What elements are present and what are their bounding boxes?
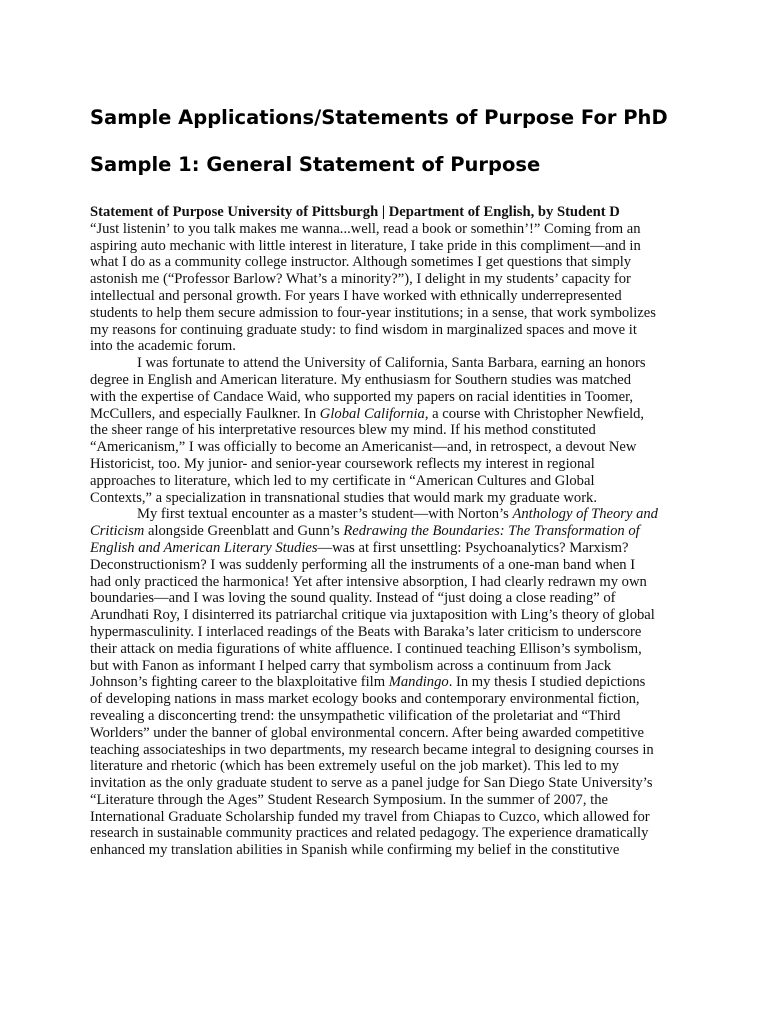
italic-title-text: Criticism <box>90 523 145 540</box>
text-run: —was at first unsettling: Psychoanalytics? Marxism? <box>317 539 629 556</box>
text-run: teaching associateships in two departments, my research became integral to designing courses in <box>90 741 654 758</box>
text-run: “Americanism,” I was officially to become an Americanist—and, in retrospect, a devout New <box>90 439 637 456</box>
text-line <box>90 557 690 574</box>
text-line <box>90 809 690 826</box>
text-line <box>90 540 690 557</box>
text-line <box>90 792 690 809</box>
text-run: . In my thesis I studied depictions <box>448 674 646 691</box>
text-run: research in sustainable community practices and related pedagogy. The experience dramatically <box>90 825 649 842</box>
text-run: intellectual and personal growth. For years I have worked with ethnically underrepresented <box>90 287 622 304</box>
text-run: degree in English and American literature. My enthusiasm for Southern studies was matched <box>90 371 632 388</box>
text-run: Contexts,” a specialization in transnational studies that would mark my graduate work. <box>90 489 598 506</box>
text-run: but with Fanon as informant I helped carry that symbolism across a continuum from Jack <box>90 657 612 674</box>
italic-title-text: Anthology of Theory and <box>512 506 658 523</box>
text-line <box>90 574 690 591</box>
text-line <box>90 355 690 372</box>
text-run: astonish me (“Professor Barlow? What’s a minority?”), I delight in my students’ capacity for <box>90 271 631 288</box>
text-run: of developing nations in mass market ecology books and contemporary environmental fiction, <box>90 691 640 708</box>
text-line <box>90 758 690 775</box>
text-line <box>90 825 690 842</box>
text-run: what I do as a community college instructor. Although sometimes I get questions that simply <box>90 254 632 271</box>
text-line <box>90 742 690 759</box>
text-run: invitation as the only graduate student to serve as a panel judge for San Diego State University’s <box>90 775 653 792</box>
text-run: alongside Greenblatt and Gunn’s <box>144 523 344 540</box>
text-line <box>90 691 690 708</box>
text-run: Statement of Purpose University of Pittsburgh | Department of English, by Student D <box>90 204 620 220</box>
text-run: their attack on media figurations of white affluence. I continued teaching Ellison’s symbolism, <box>90 640 642 657</box>
text-line <box>90 456 690 473</box>
text-run: aspiring auto mechanic with little interest in literature, I take pride in this compliment—and in <box>90 237 641 254</box>
text-run: Worlders” under the banner of global environmental concern. After being awarded competitive <box>90 724 644 741</box>
text-line <box>90 490 690 507</box>
text-line <box>90 221 690 238</box>
text-line <box>90 506 690 523</box>
text-run: with the expertise of Candace Waid, who supported my papers on racial identities in Toomer, <box>90 388 633 405</box>
text-run: “Literature through the Ages” Student Research Symposium. In the summer of 2007, the <box>90 791 608 808</box>
text-run: revealing a disconcerting trend: the unsympathetic vilification of the proletariat and “Third <box>90 707 621 724</box>
text-line <box>90 271 690 288</box>
text-line <box>90 523 690 540</box>
text-line <box>90 238 690 255</box>
text-line <box>90 406 690 423</box>
text-line <box>90 842 690 859</box>
text-line <box>90 372 690 389</box>
text-run: Johnson’s fighting career to the blaxploitative film <box>90 674 389 691</box>
text-run: students to help them secure admission to four-year institutions; in a sense, that work symbolizes <box>90 304 656 321</box>
text-run: I was fortunate to attend the University of California, Santa Barbara, earning an honors <box>137 355 646 372</box>
text-line <box>90 473 690 490</box>
text-run: hypermasculinity. I interlaced readings of the Beats with Baraka’s later criticism to underscore <box>90 623 642 640</box>
text-line <box>90 641 690 658</box>
text-run: boundaries—and I was loving the sound quality. Instead of “just doing a close reading” of <box>90 590 616 607</box>
text-run: Deconstructionism? I was suddenly performing all the instruments of a one-man band when I <box>90 556 636 573</box>
text-run: the sheer range of his interpretative resources blew my mind. If his method constituted <box>90 422 596 439</box>
text-line <box>90 338 690 355</box>
text-line <box>90 607 690 624</box>
text-line <box>90 322 690 339</box>
text-run: Historicist, too. My junior- and senior-year coursework reflects my interest in regional <box>90 455 595 472</box>
section-heading: Sample 1: General Statement of Purpose <box>90 153 541 176</box>
text-line <box>90 658 690 675</box>
statement-heading-line <box>90 204 690 221</box>
document-title: Sample Applications/Statements of Purpose For PhD <box>90 106 668 129</box>
text-line <box>90 389 690 406</box>
text-line <box>90 775 690 792</box>
italic-title-text: Global California <box>319 405 425 422</box>
text-line <box>90 288 690 305</box>
text-run: Arundhati Roy, I disinterred its patriarchal critique via juxtaposition with Ling’s theory of global <box>90 607 655 624</box>
text-run: had only practiced the harmonica! Yet after intensive absorption, I had clearly redrawn my own <box>90 573 647 590</box>
text-run: McCullers, and especially Faulkner. In <box>90 405 320 422</box>
text-run: into the academic forum. <box>90 338 236 355</box>
italic-title-text: English and American Literary Studies <box>90 539 318 556</box>
text-line <box>90 725 690 742</box>
text-run: literature and rhetoric (which has been extremely useful on the job market). This led to my <box>90 758 619 775</box>
text-run: approaches to literature, which led to my certificate in “American Cultures and Global <box>90 472 595 489</box>
text-line <box>90 708 690 725</box>
text-line <box>90 439 690 456</box>
text-line <box>90 305 690 322</box>
text-line <box>90 422 690 439</box>
text-run: , a course with Christopher Newfield, <box>424 405 645 422</box>
text-line <box>90 590 690 607</box>
text-run: “Just listenin’ to you talk makes me wanna...well, read a book or somethin’!” Coming from an <box>90 220 641 237</box>
text-run: International Graduate Scholarship funded my travel from Chiapas to Cuzco, which allowed for <box>90 808 650 825</box>
text-line <box>90 674 690 691</box>
italic-title-text: Mandingo <box>388 674 449 691</box>
italic-title-text: Redrawing the Boundaries: The Transformation of <box>343 523 640 540</box>
text-run: My first textual encounter as a master’s student—with Norton’s <box>137 506 513 523</box>
text-line <box>90 254 690 271</box>
statement-body <box>90 204 690 859</box>
text-line <box>90 624 690 641</box>
text-run: my reasons for continuing graduate study: to find wisdom in marginalized spaces and move it <box>90 321 637 338</box>
text-run: enhanced my translation abilities in Spanish while confirming my belief in the constitutive <box>90 842 620 859</box>
